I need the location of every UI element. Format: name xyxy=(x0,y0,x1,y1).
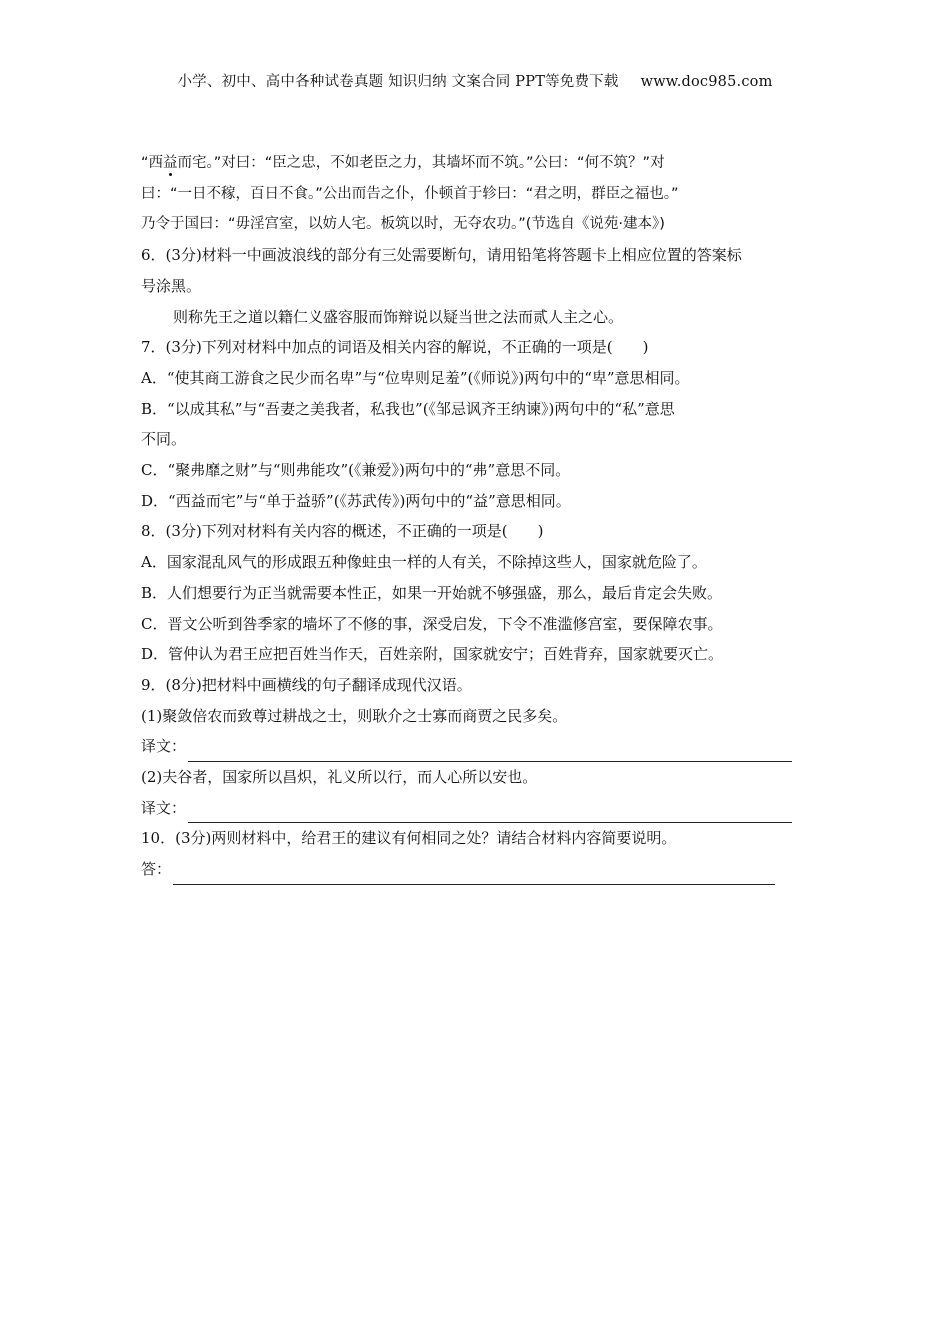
question-6-stem: 6．(3分)材料一中画波浪线的部分有三处需要断句，请用铅笔将答题卡上相应位置的答案标 xyxy=(141,246,742,265)
question-7-option-a: A．“使其商工游食之民少而名卑”与“位卑则足羞”(《师说》)两句中的“卑”意思相同。 xyxy=(141,368,690,387)
question-9-stem: 9．(8分)把材料中画横线的句子翻译成现代汉语。 xyxy=(141,675,472,694)
passage-line: 乃令于国曰：“毋淫宫室，以妨人宅。板筑以时，无夺农功。”(节选自《说苑·建本》) xyxy=(141,216,665,233)
question-7-option-b: B．“以成其私”与“吾妻之美我者，私我也”(《邹忌讽齐王纳谏》)两句中的“私”意思 xyxy=(141,399,675,418)
translation-label: 译文： xyxy=(141,737,187,756)
passage-line: 曰：“一日不稼，百日不食。”公出而告之仆，仆顿首于轸曰：“君之明，群臣之福也。” xyxy=(141,185,679,202)
question-6-stem-cont: 号涂黑。 xyxy=(141,276,202,295)
translation-2-row xyxy=(141,793,813,824)
question-10-stem: 10．(3分)两则材料中，给君王的建议有何相同之处？请结合材料内容简要说明。 xyxy=(141,829,677,848)
header-text: 小学、初中、高中各种试卷真题 知识归纳 文案合同 PPT等免费下载 xyxy=(177,74,619,90)
question-9-sentence-1: (1)聚敛倍农而致尊过耕战之士，则耿介之士寡而商贾之民多矣。 xyxy=(141,706,568,725)
question-9-sentence-2: (2)夫谷者，国家所以昌炽，礼义所以行，而人心所以安也。 xyxy=(141,768,538,787)
dotted-char-yi: 益 xyxy=(163,155,178,171)
question-8-option-a: A．国家混乱风气的形成跟五种像蛀虫一样的人有关，不除掉这些人，国家就危险了。 xyxy=(141,553,707,572)
page-header xyxy=(0,70,950,91)
question-8-option-b: B．人们想要行为正当就需要本性正，如果一开始就不够强盛，那么，最后肯定会失败。 xyxy=(141,583,723,602)
translation-1-row xyxy=(141,731,813,762)
question-6-sentence: 则称先王之道以籍仁义盛容服而饰辩说以疑当世之法而贰人主之心。 xyxy=(173,307,624,326)
question-7-option-c: C．“聚弗靡之财”与“则弗能攻”(《兼爱》)两句中的“弗”意思不同。 xyxy=(141,461,571,480)
question-7-option-b-cont: 不同。 xyxy=(141,430,187,449)
translation-label: 译文： xyxy=(141,798,187,817)
question-7-option-d: D．“西益而宅”与“单于益骄”(《苏武传》)两句中的“益”意思相同。 xyxy=(141,491,571,510)
answer-row xyxy=(141,854,813,885)
translation-2-blank[interactable] xyxy=(188,802,792,823)
translation-1-blank[interactable] xyxy=(188,741,792,762)
answer-blank[interactable] xyxy=(173,864,775,885)
question-7-stem: 7．(3分)下列对材料中加点的词语及相关内容的解说，不正确的一项是( ) xyxy=(141,338,649,357)
passage-line: “西益而宅。”对曰：“臣之忠，不如老臣之力，其墙坏而不筑。”公曰：“何不筑？”对 xyxy=(141,155,665,171)
question-8-option-d: D．管仲认为君王应把百姓当作天，百姓亲附，国家就安宁；百姓背弃，国家就要灭亡。 xyxy=(141,645,724,664)
question-8-option-c: C．晋文公听到咎季家的墙坏了不修的事，深受启发，下令不准滥修宫室，要保障农事。 xyxy=(141,614,723,633)
header-website: www.doc985.com xyxy=(640,74,773,90)
answer-label: 答： xyxy=(141,860,172,879)
question-8-stem: 8．(3分)下列对材料有关内容的概述，不正确的一项是( ) xyxy=(141,522,544,541)
exam-content xyxy=(141,148,813,885)
